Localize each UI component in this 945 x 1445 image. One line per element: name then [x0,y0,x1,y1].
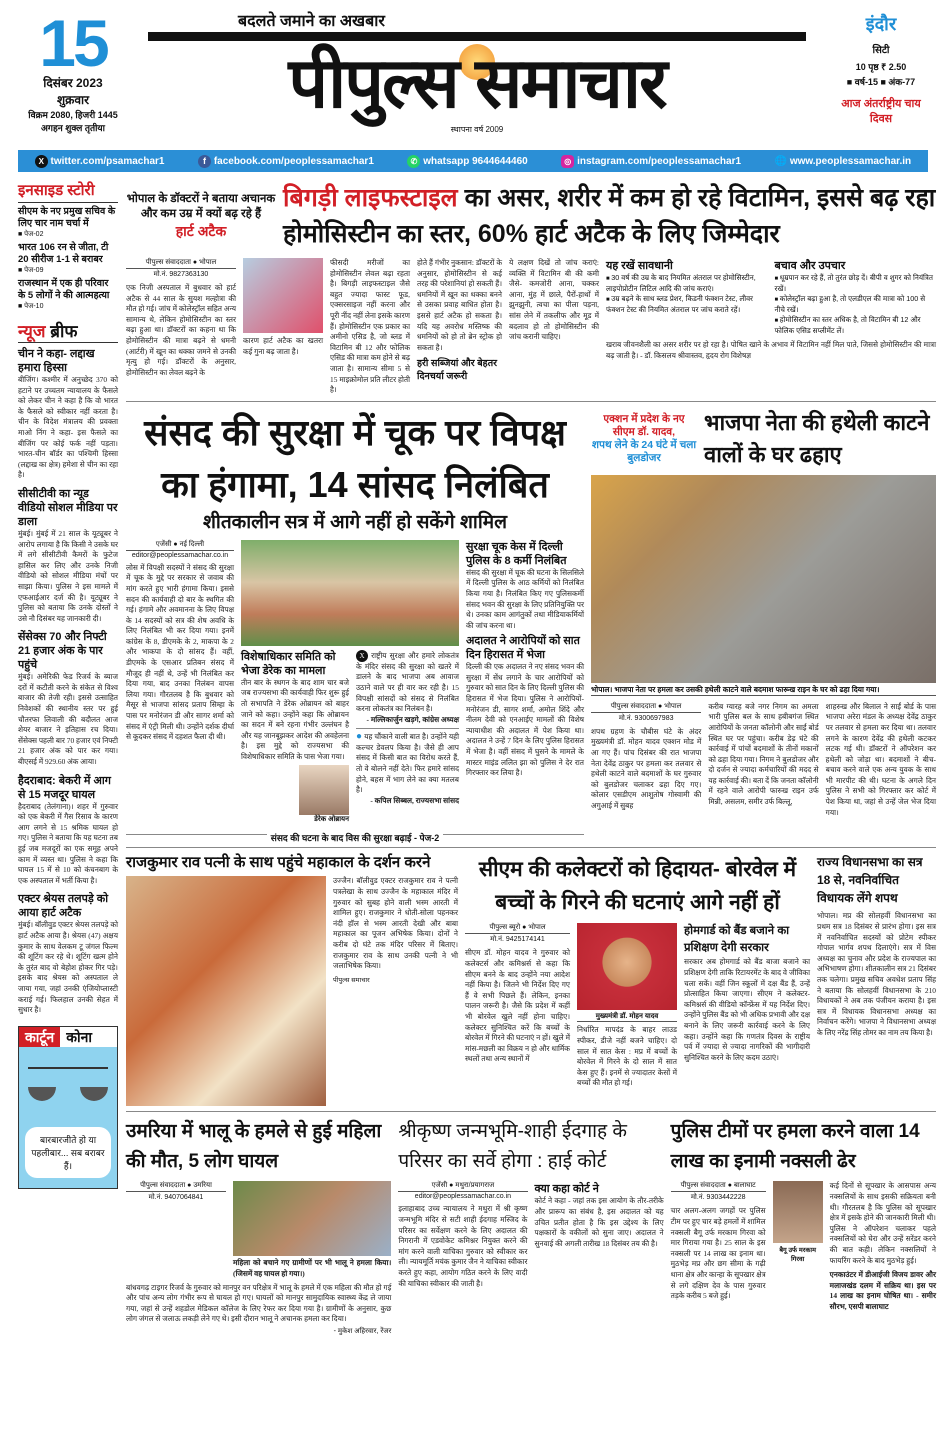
court-said-headline: क्या कहा कोर्ट ने [534,1183,599,1196]
social-twitter[interactable] [35,155,165,168]
masthead [18,0,936,148]
bear-body: बांधवगढ़ टाइगर रिजर्व के गुरुवार को मानपुर वन परिक्षेत्र में भालू के हमले में एक महिला की मौत हो गई और पांच अन्य लोग गंभीर रूप से घायल हो गए। घायलों को मानपुर सामुदायिक स्वास्थ्य केंद्र ले जाया गया, जहां से उन्हें शहडोल मेडिकल कॉलेज के लिए रेफर कर दिया गया है। ग्रामीणों के अनुसार, कुछ लोग जंगल से जलाऊ लकड़ी लेने गए थे। इसी दौरान भालू ने अचानक हमला कर दिया। [126,1282,392,1324]
heart-headline-red: बिगड़ी लाइफस्टाइल [283,184,458,212]
date-day: 15 [39,6,107,80]
brief-headline: सेंसेक्स 70 और निफ्टी 21 हजार अंक के पार पहुंचे [18,631,107,672]
heart-body-col3: होते हैं गंभीर नुकसान: डॉक्टरों के अनुसार, होमोसिस्टीन से कई तरह की परेशानियां हो सकती हैं। धमनियों में खून का थक्का बनने से उसका प्रवाह बाधित होता है। इससे हार्ट अटैक हो सकता है। यदि यह अवरोध मस्तिष्क की धमनियों को हो तो ब्रेन स्ट्रोक हो सकता है। [417,258,502,352]
reporter-mobile: मो.नं. 9300697983 [618,714,674,722]
tweet-author: - मल्लिकार्जुन खड़गे, कांग्रेस अध्यक्ष [366,714,459,724]
cartoon-corner [18,1026,118,1189]
x-icon: X [356,650,368,662]
doctor-quote: खराब जीवनशैली का असर शरीर पर हो रहा है। पोषित खाने के अभाव में विटामिन नहीं मिल पाते, जिससे होमोसिस्टीन की मात्रा बढ़ जाती है। - डॉ. किसलय श्रीवास्तव, हृदय रोग विशेषज्ञ [606,340,936,360]
bulldozer-photo [591,475,936,683]
editor-email: editor@peoplessamachar.co.in [414,1193,512,1201]
brief-item [18,487,118,624]
bulldozer-caption: भोपाल। भाजपा नेता पर हमला कर उसकी हथेली काटने वाले बदमाश फारूख राइन के घर को ढहा दिया गया। [591,685,936,696]
city: इंदौर [865,14,897,34]
heart-kicker-text: भोपाल के डॉक्टरों ने बताया अचानक और कम उम्र में क्यों बढ़ रहे हैं [126,192,276,220]
special-day: आज अंतर्राष्ट्रीय चाय दिवस [841,98,921,125]
brief-headline: चीन ने कहा- लद्दाख हमारा हिस्सा [18,348,95,374]
social-bar [18,150,928,172]
instagram-handle: instagram.com/peoplessamachar1 [577,155,742,167]
brief-body: मुंबई। मुंबई में 21 साल के यूट्यूबर ने आरोप लगाया है कि किसी ने उसके घर में लगे सीसीटीवी कैमरों के फुटेज हासिल कर लिए और उनके निजी वीडियो को सोशल मीडिया मंचों पर साझा किया। पुलिस ने इस मामले में एफआईआर दर्ज की है। यूट्यूबर ने पुलिस को बताया कि उनके दोस्तों ने उसे नौ दिसंबर यह जानकारी दी। [18,528,118,623]
whatsapp-icon: ✆ [407,155,420,168]
brief-headline: सीसीटीवी का न्यूड वीडियो सोशल मीडिया पर डाला [18,487,118,528]
inside-item-text: भारत 106 रन से जीता, टी 20 सीरीज 1-1 से बराबर [18,242,109,265]
parliament-building-photo [241,540,459,646]
heart-headline [283,180,936,252]
precaution-item: ■ 30 वर्ष की उम्र के बाद नियमित अंतराल पर होमोसिस्टीन, लाइपोप्रोटीन लिटिल आदि की जांच कराएं। [606,273,768,294]
parliament-headline: संसद की सुरक्षा में चूक पर विपक्ष का हंगामा, 14 सांसद निलंबित [144,411,566,505]
reporter-mobile: मो.नं. 9425174141 [490,936,545,944]
founded-year: स्थापना वर्ष 2009 [450,125,504,134]
homeguard-band-headline: होमगार्ड को बैंड बजाने का प्रशिक्षण देगी सरकार [684,925,790,955]
instagram-icon: ◎ [561,155,574,168]
bulldozer-kicker: एक्शन में प्रदेश के नए सीएम डॉ. यादव, [603,412,685,438]
brief-title-black: ब्रीफ [50,322,78,341]
facebook-icon: f [198,155,211,168]
whatsapp-number: whatsapp 9644644460 [423,155,528,167]
cartoon-label-red: कार्टून [19,1027,60,1047]
strip-text: संसद की घटना के बाद विस की सुरक्षा बढ़ाई - पेज-2 [267,833,444,843]
byline: पीपुल्स संवाददाता ● उमरिया [126,1181,226,1192]
reporter-mobile: मो.नं. 9303442228 [690,1194,746,1202]
left-column [18,180,118,1189]
treatment-list [775,273,937,336]
inside-item[interactable] [18,278,118,311]
parliament-body: लोस में विपक्षी सदस्यों ने संसद की सुरक्षा में चूक के मुद्दे पर सरकार से जवाब की मांग करते हुए भारी हंगामा किया। इससे सदन की कार्यवाही दो बार के स्थगित की गई। हंगामे और अवमानना के लिए विपक्ष के 14 सदस्यों को सत्र की शेष अवधि के लिए निलंबित भी कर दिया गया। इनमें कांग्रेस के 8, डीएमके के 2, माकपा के 2 और भाकपा के दो सांसद हैं। वहीं, डीएमके के एसआर प्रतिबन संसद में मौजूद ही नहीं थे, उन्हें भी निलंबित कर दिया गया, बाद उनका निलंबन वापस लिया गया। गौरतलब है कि बुधवार को मैसूर से भाजपा सांसद प्रताप सिम्हा के पास पर मनोरंजन डी और सागर शर्मा को संसद में एंट्री मिली थी। उन्होंने दर्शक दीर्घा से कूदकर संसद में दहशत फैला दी थी। [126,562,234,742]
rajkumar-body: उज्जैन। बॉलीवुड एक्टर राजकुमार राव ने पत्नी पत्रलेखा के साथ उज्जैन के महाकाल मंदिर में गुरुवार को सुबह होने वाली भस्म आरती में शामिल हुए। राजकुमार ने धोती-सोला पहनकर नंदी हॉल से भस्म आरती देखी और बाबा महाकाल का पूजन अभिषेक किया। दोनों ने करीब दो घंटे तक मंदिर परिसर में बिताए। राजकुमार राव के साथ उनकी पत्नी ने भी जलाभिषेक किया। [333,876,458,971]
court-said-body: कोर्ट ने कहा - जहां तक इस आयोग के तौर-तरीके और प्रारूप का संबंध है, इस अदालत को यह उचित प्रतीत होता है कि इस उद्देश्य के लिए पक्षकारों के वकीलों को सुना जाए। अदालत ने सुनवाई की अगली तारीख 18 दिसंबर तय की है। [534,1196,664,1248]
byline: एजेंसी ● मथुरा/प्रयागराज [398,1181,527,1192]
naxal-body: चार अलग-अलग जगहों पर पुलिस टीम पर हुए चार बड़े हमलों में शामिल नक्सली बैगू उर्फ मरकाम गिरवा को मार गिराया गया है। 25 साल के इस नक्सली पर 14 लाख का इनाम था। मुठभेड़ मप्र और छग सीमा के गढ़ी थाना क्षेत्र और कान्हा के सूपखार क्षेत्र से लगे दक्षिण देव के पास गुरुवार तड़के करीब 5 बजे हुई। [670,1206,766,1301]
inside-item-text: राजस्थान में एक ही परिवार के 5 लोगों ने की आत्महत्या [18,278,110,301]
inside-item[interactable] [18,206,118,239]
police-body: संसद की सुरक्षा में चूक की घटना के सिलसिले में दिल्ली पुलिस के आठ कर्मियों को निलंबित किया गया है। निलंबित किए गए पुलिसकर्मी संसद भवन की सुरक्षा के लिए प्रतिनियुक्ति पर थे। उनका काम आगंतुकों तथा मीडियाकर्मियों की जांच करना था। [466,567,584,630]
assembly-body: भोपाल। मप्र की सोलहवीं विधानसभा का प्रथम सत्र 18 दिसंबर से प्रारंभ होगा। इस सत्र में नवनिर्वाचित सदस्यों को प्रोटेम स्पीकर गोपाल भार्गव शपथ दिलाएंगे। सत्र में विस अध्यक्ष का चुनाव और प्रदेश के राज्यपाल का अभिभाषण होगा। शीतकालीन सत्र 21 दिसंबर तक चलेगा। प्रमुख सचिव अवधेश प्रताप सिंह ने बताया कि सोलहवीं विधानसभा के 210 विधायकों ने अब तक पंजीयन कराया है। इस सत्र में विधायक विधानसभा अध्यक्ष का निर्वाचन करेंगे। भाजपा ने विधानसभा अध्यक्ष के लिए नरेंद्र सिंह तोमर का नाम तय किया है। [817,911,936,1037]
heart-body-col4: ये लक्षण दिखें तो जांच कराएं: व्यक्ति में विटामिन बी की कमी जैसे- कमजोरी आना, चक्कर आना, मुंह में छाले, पैरों-हाथों में झुनझुनी, त्वचा का पीला पड़ना, सांस लेने में तकलीफ और मूड में बदलाव हो तो होमोसिस्टीन की जांच करानी चाहिए। [509,258,599,342]
rajkumar-photo [126,876,326,1106]
quote-author: - कपिल सिब्बल, राज्यसभा सांसद [370,795,459,805]
scale-icon [28,1067,108,1117]
cartoon-speech: बारबारजीते हो या पहलीबार... सब बराबर हैं। [25,1127,111,1178]
bulldozer-kicker-2: शपथ लेने के 24 घंटे में चला बुलडोजर [591,438,697,464]
heart-headline-text: का असर, शरीर में कम हो रहे विटामिन, इससे बढ़ रहा होमोसिस्टीन का स्तर, 60% हार्ट अटैक के लिए जिम्मेदार [283,184,936,248]
heart-photo-caption: कारण हार्ट अटैक का खतरा कई गुना बढ़ जाता है। [243,336,323,356]
x-icon: X [35,155,48,168]
precaution-list [606,273,768,315]
editor-email: editor@peoplessamachar.co.in [131,551,229,559]
privilege-body: तीन बार के स्थगन के बाद शाम चार बजे जब राज्यसभा की कार्यवाही फिर शुरू हुई तो सभापति ने डेरेक ओब्रायन को बाहर जाने को कहा। उन्होंने कहा कि ओब्रायन का सदन में बने रहना गंभीर उल्लंघन है और यह जानबूझकर आदेश की अवहेलना है। इस मुद्दे को राज्यसभा की विशेषाधिकार समिति के पास भेजा गया। [241,677,349,761]
brief-body: मुंबई। अमेरिकी फेड रिजर्व के ब्याज दरों में कटौती करने के संकेत से विश्व बाजार की तेजी रही। इससे उत्साहित निवेशकों की स्थानीय स्तर पर हुई चौतरफा लिवाली की बदौलत आज शेयर बाजार ने इतिहास रच दिया। सेंसेक्स पहली बार 70 हजार एवं निफ्टी 21 हजार अंक को पार कर गया। बीएसई में 929.60 अंक आया। [18,672,118,767]
quote-icon: ● [356,731,363,743]
heart-kicker [126,192,276,241]
cm-body: सीएम डॉ. मोहन यादव ने गुरुवार को कलेक्टर्स और कमिश्नर्स से कहा कि सीएम बनने के बाद उन्होंने नया आदेश नहीं किया है। जितने भी निर्देश दिए गए हैं वे सभी पिछले हैं। लेकिन, इनका पालन जरूरी है। जैसे कि प्रदेश में कहीं भी बोरवेल खुले नहीं होना चाहिए। कलेक्टर सुनिश्चित करें कि बच्चों के बोरवेल में गिरने की घटनाएं न हों। खुले में मांस-मछली का विक्रय न हो और धार्मिक स्थलों तथा अन्य स्थानों में [465,948,570,1064]
heart-body-col1: एक निजी अस्पताल में बुधवार को हार्ट अटैक से 44 साल के सुयश मल्होत्रा की मौत हो गई। जांच में कोलेस्ट्रॉल सहित अन्य सामान्य थे, लेकिन होमोसिस्टीन का स्तर बढ़ा हुआ था। डॉक्टरों का कहना था कि होमोसिस्टीन की मात्रा बढ़ने से धमनी (आर्टरी) में खून का थक्का जमने से उनकी मृत्यु हो गई। डॉक्टरों के अनुसार, होमोसिस्टीन का लेवल बढ़ने के [126,283,236,377]
heart-attack-photo [243,258,323,333]
brief-item [18,774,118,887]
treatment-item: ■ धूम्रपान कर रहे हैं, तो तुरंत छोड़ दें। बीपी व शुगर को नियंत्रित रखें। [775,273,937,294]
inside-item-page: ■ पेज-02 [18,231,44,238]
bear-victim-photo [233,1181,391,1256]
heart-kicker-red: हार्ट अटैक [175,222,227,239]
derek-photo [299,765,349,815]
treatment-item: ■ कोलेस्ट्रॉल बढ़ा हुआ है, तो एलडीएल की मात्रा को 100 से नीचे रखें। [775,294,937,315]
kharge-tweet [356,650,459,715]
derek-photo-caption: डेरेक ओब्रायन [314,816,349,824]
weekday: शुक्रवार [56,93,90,107]
sibal-quote [356,732,459,796]
social-website[interactable] [775,156,912,167]
idgah-body: इलाहाबाद उच्च न्यायालय ने मथुरा में श्री कृष्ण जन्मभूमि मंदिर से सटी शाही ईदगाह मस्जिद के परिसर का सर्वेक्षण करने के लिए अदालत की निगरानी में एडवोकेट कमिश्नर नियुक्त करने की मांग करने वाली याचिका गुरुवार को स्वीकार कर ली। न्यायमूर्ति मयंक कुमार जैन ने याचिका स्वीकार करते हुए कहा, आयोग गठित करने के लिए वादी की याचिका स्वीकार की जाती है। [398,1204,528,1288]
brief-headline: एक्टर श्रेयस तलपड़े को आया हार्ट अटैक [18,893,109,920]
inside-item-text: सीएम के नए प्रमुख सचिव के लिए चार नाम चर्चा में [18,206,116,229]
idgah-headline: श्रीकृष्ण जन्मभूमि-शाही ईदगाह के परिसर का सर्वे होगा : हाई कोर्ट [398,1121,628,1173]
date-month-year: दिसंबर 2023 [43,76,103,90]
brief-headline: हैदराबाद: बेकरी में आग से 15 मजदूर घायल [18,774,111,801]
quote-text: यह चौंकाने वाली बात है। उन्होंने यही कल्चर डेवलप किया है। जैसे ही आप संसद में किसी बात का विरोध करते हैं, तो वे बोलने नहीं देते। फिर हमारे सांसद होने, बहस में भाग लेने का क्या मतलब है। [356,732,459,795]
privilege-headline: विशेषाधिकार समिति को भेजा डेरेक का मामला [241,650,336,677]
samvat: विक्रम 2080, हिजरी 1445 [28,110,118,120]
globe-icon: 🌐 [774,155,788,167]
brief-body: हैदराबाद (तेलंगाना)। शहर में गुरुवार को एक बेकरी में गैस रिसाव के कारण आग लगने से 15 श्रमिक घायल हो गए। पुलिस ने बताया कि यह घटना तब हुई जब मजदूरों का एक समूह अपने काम में व्यस्त था। पुलिस ने कहा कि घायल 15 में से 10 को कंचनबाग के एक अस्पताल में भर्ती किया है। [18,801,118,885]
reporter-mobile: मो.नं. 9827363130 [153,271,209,278]
tagline: बदलते जमाने का अखबार [238,13,385,30]
social-instagram[interactable] [561,155,741,168]
treatment-item: ■ होमोसिस्टीन का स्तर अधिक है, तो विटामिन बी 12 और फोलिक एसिड सप्लीमेंट लें। [775,315,937,336]
twitter-handle: twitter.com/psamachar1 [50,155,165,167]
pages-price: 10 पृष्ठ ₹ 2.50 [855,62,907,72]
naxal-headline: पुलिस टीमों पर हमला करने वाला 14 लाख का इनामी नक्सली ढेर [670,1121,920,1173]
facebook-handle: facebook.com/peoplessamachar1 [213,155,374,167]
volume-issue: ■ वर्ष-15 ■ अंक-77 [846,77,916,87]
inside-item-page: ■ पेज-10 [18,303,44,310]
cartoon-label: कोना [66,1028,92,1045]
naxal-photo-caption: बैगू उर्फ मरकाम गिरवा [779,1247,816,1264]
byline: एजेंसी ● नई दिल्ली [126,540,234,551]
naxal-body-2: कई दिनों से सूपखार के आसपास अन्य नक्सलियों के साथ इसकी सक्रियता बनी थी। गौरतलब है कि पुलिस को सूपखार क्षेत्र में इसके होने की जानकारी मिली थी। पुलिस ने ऑपरेशन चलाकर पहले नक्सलियों को घेरा और उन्हें सरेंडर करने की बात कही। लेकिन नक्सलियों ने फायरिंग करने के बाद मुठभेड़ हुई। [829,1181,936,1265]
inside-item-page: ■ पेज-09 [18,267,44,274]
brief-body: मुंबई। बॉलीवुड एक्टर श्रेयस तलपड़े को हार्ट अटैक आया है। श्रेयस (47) अक्षय कुमार के साथ वेलकम टू जंगल फिल्म की शूटिंग कर रहे थे। शूटिंग खत्म होने के तुरंत बाद वो बेहोश होकर गिर पड़े। इसके बाद श्रेयस को अस्पताल ले जाया गया, जहां उनकी एंजियोप्लास्टी कराई गई। फिलहाल उनकी सेहत में सुधार है। [18,920,118,1015]
brief-title-red: न्यूज [18,322,46,341]
heart-body-col2: फीसदी मरीजों का होमोसिस्टीन लेवल बढ़ा रहता है। बिगड़ी लाइफस्टाइल जैसे बहुत ज्यादा फास्ट फूड, एक्सरसाइज नहीं करना और पूरी नींद नहीं लेना इसके कारण हैं। होमोसिस्टीन एक प्रकार का अमीनो एसिड है, जो ब्लड में विटामिन बी 12 और फोलिक एसिड की मात्रा कम होने से बढ़ जाता है। सामान्य सीमा 5 से 15 माइक्रोमोल प्रति लीटर होती है। [330,258,410,395]
brief-item [18,630,118,767]
bulldozer-body-col1: शपथ ग्रहण के चौबीस घंटे के अंदर मुख्यमंत्री डॉ. मोहन यादव एक्शन मोड में आ गए हैं। पांच दिसंबर की रात भाजपा नेता देवेंद्र ठाकुर पर हमला कर तलवार से हथेली काटने वाले बदमाशों के घर गुरुवार को बुलडोजर चलाकर ढहा दिए गए। कोलार एसडीएम आशुतोष गोस्वामी की अगुआई में सुबह [591,726,702,810]
court-headline: अदालत ने आरोपियों को सात दिन हिरासत में भेजा [466,635,580,662]
bulldozer-headline: भाजपा नेता की हथेली काटने वालों के घर ढहाए [704,409,930,467]
bulldozer-body-col2: करीब ग्यारह बजे नगर निगम का अमला भारी पुलिस बल के साथ हबीबगंज स्थित आरोपियों के जनता कॉलोनी और साईं बोर्ड स्थित घर पर पहुंचा। करीब डेढ़ घंटे की कार्रवाई में पांचों बदमाशों के तीनों मकानों को ढहा दिया गया। निगम ने बुलडोजर और दो दर्जन से ज्यादा कर्मचारियों की मदद से यह कार्रवाई की। बता दें कि जनता कॉलोनी में रहने वाले आरोपी फारुख राइन उर्फ मिन्नी, असलम, समीर उर्फ बिल्लू, [708,701,819,807]
rajkumar-headline: राजकुमार राव पत्नी के साथ पहुंचे महाकाल के दर्शन करने [126,854,431,872]
cm-body-2: निर्धारित मापदंड के बाहर लाउड स्पीकर, डीजे नहीं बजने चाहिए। दो साल में सात केस : मप्र में बच्चों के बोरवेल में गिरने के दो साल में सात केस हुए हैं। इनमें से ज्यादातर केसों में बच्चों की मौत हो गई। [577,1025,677,1088]
assembly-headline: राज्य विधानसभा का सत्र 18 से, नवनिर्वाचित विधायक लेंगे शपथ [817,855,923,906]
reporter-mobile: मो.नं. 9407064841 [148,1194,204,1202]
precaution-item: ■ उम्र बढ़ने के साथ ब्लड प्रेशर, किडनी फंक्शन टेस्ट, लीवर फंक्शन टेस्ट की नियमित अंतराल पर जांच कराते रहें। [606,294,768,315]
byline: पीपुल्स संवाददाता ● भोपाल [126,258,236,269]
bear-photo-caption: महिला को बचाने गए ग्रामीणों पर भी भालू ने हमला किया। (जिसमें वह घायल हो गया।) [233,1258,392,1279]
newspaper-logo: पीपुल्स समाचार [148,32,806,125]
bear-credit: - मुकेश अहिरवार, रेंजर [333,1328,392,1336]
naxal-photo [773,1181,823,1243]
parliament-subheadline: शीतकालीन सत्र में आगे नहीं हो सकेंगे शामिल [203,511,507,533]
treatment-title: बचाव और उपचार [774,260,846,272]
cm-mohan-yadav-photo [577,923,677,1010]
byline: पीपुल्स संवाददाता ● बालाघाट [671,1181,766,1192]
edition: सिटी [872,45,890,56]
news-brief-title [18,319,118,343]
parliament-strip[interactable] [126,834,584,842]
heart-subhead: हरी सब्जियां और बेहतर दिनचर्या जरूरी [417,358,497,383]
inside-item[interactable] [18,242,118,275]
court-body: दिल्ली की एक अदालत ने नए संसद भवन की सुरक्षा में सेंध लगाने के चार आरोपियों को गुरुवार को सात दिन के लिए दिल्ली पुलिस की हिरासत में भेज दिया। पुलिस ने आरोपियों- मनोरंजन डी, सागर शर्मा, अमोल शिंदे और नीलम देवी को एनआईए मामलों की विशेष न्यायाधीश की अदालत में पेश किया था। अदालत ने उन्हें 7 दिन के लिए पुलिस हिरासत में भेजा है। वहीं संसद में घुसने के मामले के मास्टर माइंड ललित झा को पुलिस ने देर रात गिरफ्तार कर लिया है। [466,662,584,778]
byline: पीपुल्स संवाददाता ● भोपाल [591,702,701,713]
website-url: www.peoplessamachar.in [789,155,912,167]
tweet-text: राष्ट्रीय सुरक्षा और हमारे लोकतंत्र के मंदिर संसद की सुरक्षा को खतरे में डालने के बाद भाजपा अब आवाज उठाने वाले पर ही वार कर रही है। 15 विपक्षी सांसदों को संसद से निलंबित करना लोकतंत्र का निलंबन है। [356,650,459,714]
homeguard-band-body: सरकार अब होमगार्ड को बैंड बाजा बजाने का प्रशिक्षण देगी ताकि रिटायरमेंट के बाद वे जीविका चला सकें। वहीं जिन स्कूलों में दक्ष बैंड हैं, उन्हें प्रोत्साहित किया जाएगा। सीएम ने कलेक्टर-कमिश्नर्स की वीडियो कॉन्फ्रेंस में यह निर्देश दिए। उन्होंने पुलिस बैंड को भी अधिक प्रभावी और दक्ष बनाने के लिए जरूरी कार्रवाई करने के लिए कहा। उन्होंने कहा कि गणतंत्र दिवस के राष्ट्रीय पर्व में ज्यादा से ज्यादा नागरिकों की भागीदारी सुनिश्चित करने के लिए कदम उठाएं। [684,957,810,1062]
bear-attack-headline: उमरिया में भालू के हमले से हुई महिला की मौत, 5 लोग घायल [126,1121,382,1173]
social-whatsapp[interactable] [407,155,527,168]
police-headline: सुरक्षा चूक केस में दिल्ली पुलिस के 8 कर्मी निलंबित [466,540,567,567]
bulldozer-body-col3: शाहरुख और बिलाल ने साईं बोर्ड के पास भाजपा अरेरा मंडल के अध्यक्ष देवेंद्र ठाकुर पर तलवार से हमला कर दिया था। तलवार लगने के कारण देवेंद्र की हथेली कटकर लटक गई थी। डॉक्टरों ने ऑपरेशन कर हथेली को जोड़ा था। बदमाशों ने बीच-बचाव करने वाले एक अन्य युवक के साथ भी मारपीट की थी। घटना के अगले दिन पुलिस ने सभी को गिरफ्तार कर कोर्ट में पेश किया था, जहां से उन्हें जेल भेज दिया गया। [825,701,936,817]
byline: पीपुल्स ब्यूरो ● भोपाल [465,923,570,934]
cm-photo-caption: मुख्यमंत्री डॉ. मोहन यादव [577,1012,677,1022]
social-facebook[interactable] [198,155,374,168]
inside-story-title: इनसाइड स्टोरी [18,180,118,203]
brief-item [18,347,118,481]
cm-borewell-headline: सीएम की कलेक्टरों को हिदायत- बोरवेल में बच्चों के गिरने की घटनाएं आगे नहीं हों [478,858,797,915]
sp-quote: एनकाउंटर में डीआईजी विजय डावर और मलाजखंड दलम में सक्रिय था। इस पर 14 लाख का इनाम घोषित था। - समीर सौरभ, एसपी बालाघाट [829,1270,936,1311]
photo-credit: पीपुल्स समाचार [333,976,370,984]
brief-body: बीजिंग। कश्मीर में अनुच्छेद 370 को हटाने पर उच्चतम न्यायालय के फैसले को लेकर चीन ने कहा है कि वो भारत के फैसले को स्वीकार नहीं करता है। चीन के विदेश मंत्रालय की प्रवक्ता माओ निंग ने कहा- इस फैसले का बीजिंग पर कोई फर्क नहीं पड़ता। भारत-चीन बॉर्डर का पश्चिमी हिस्सा (लद्दाख का क्षेत्र) हमेशा से चीन का रहा है। [18,375,118,480]
brief-item [18,892,118,1015]
tithi: अगहन शुक्ल तृतीया [41,123,105,133]
precaution-title: यह रखें सावधानी [606,260,673,272]
